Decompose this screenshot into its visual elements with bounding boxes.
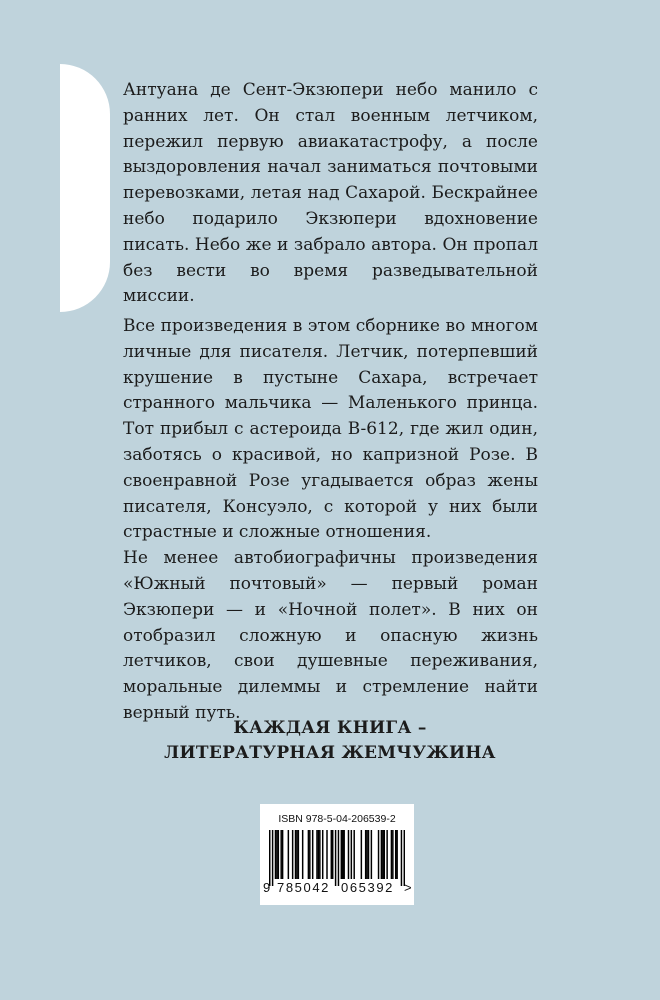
description-paragraph: Антуана де Сент-Экзюпери небо манило с ранних лет. Он стал военным летчиком, пережил первую авиакатастрофу, а после выздоровления начал заниматься почтовыми перевозками, летая над Сахарой. Бескрайнее небо подарило Экзюпери вдохновение писать. Небо же и забрало автора. Он пропал без вести во время разведывательной миссии. [123,80,538,307]
barcode-bar [280,830,281,879]
barcode-bar [302,830,303,879]
barcode-bar [371,830,372,879]
barcode-bar [312,830,313,879]
description-block-1 [123,78,538,310]
barcode-bar [269,830,270,886]
barcode-digit-first: 9 [263,880,271,895]
barcode-bar [384,830,385,879]
barcode-bar [275,830,276,879]
barcode-bar [365,830,366,879]
barcode-bar [332,830,333,879]
barcode-bar [282,830,283,879]
barcode-digits-left: 785042 [277,880,330,895]
barcode-bar [353,830,354,879]
barcode-bar [343,830,344,879]
barcode-bar [292,830,293,879]
barcode-bar [386,830,387,879]
barcode-bar [335,830,336,886]
slogan-line: КАЖДАЯ КНИГА – [233,718,427,738]
barcode-bar [341,830,342,879]
slogan-line: ЛИТЕРАТУРНАЯ ЖЕМЧУЖИНА [164,743,496,763]
description-block-2 [123,314,538,727]
barcode-end-mark: > [404,880,412,895]
barcode-bar [322,830,323,879]
description-paragraph: Не менее автобиографичны произведения «Южный почтовый» — первый роман Экзюпери — и «Ночной полет». В них он отобразил сложную и опасную жизнь летчиков, свои душевные переживания, моральные дилеммы и стремление найти верный путь. [123,548,538,723]
half-moon-icon [60,64,110,312]
barcode-bar [288,830,289,879]
barcode-bar [338,830,339,886]
barcode-bar [295,830,296,879]
barcode-digits-right: 065392 [341,880,394,895]
barcode-bar [296,830,297,879]
barcode-bar [316,830,317,879]
barcode-bar [309,830,310,879]
barcode-bar [348,830,349,879]
barcode-bar [272,830,273,886]
description-paragraph: Все произведения в этом сборнике во многом личные для писателя. Летчик, потерпевший крушение в пустыне Сахара, встречает странного мальчика — Маленького принца. Тот прибыл с астероида B-612, где жил один, заботясь о красивой, но капризной Розе. В своенравной Розе угадывается образ жены писателя, Консуэло, с которой у них были страстные и сложные отношения. [123,316,538,543]
barcode-digits [263,880,413,900]
barcode-bar [318,830,319,879]
isbn-barcode [260,804,414,905]
barcode-bar [391,830,392,879]
barcode-bar [276,830,277,879]
barcode-bar [298,830,299,879]
barcode-bar [319,830,320,879]
isbn-label: ISBN 978-5-04-206539-2 [278,813,396,825]
barcode-bar [331,830,332,879]
series-slogan [0,716,660,766]
barcode-bar [326,830,327,879]
barcode-bar [368,830,369,879]
barcode-bar [392,830,393,879]
barcode-bar [395,830,396,879]
barcode-bar [396,830,397,879]
barcode-bar [382,830,383,879]
barcode-bar [404,830,405,886]
barcode-bar [351,830,352,879]
barcode-bar [361,830,362,879]
barcode-bar [381,830,382,879]
barcode-bar [278,830,279,879]
barcode-bar [401,830,402,886]
barcode-bar [308,830,309,879]
barcode-bar [378,830,379,879]
barcode-bar [366,830,367,879]
barcode-bar [342,830,343,879]
